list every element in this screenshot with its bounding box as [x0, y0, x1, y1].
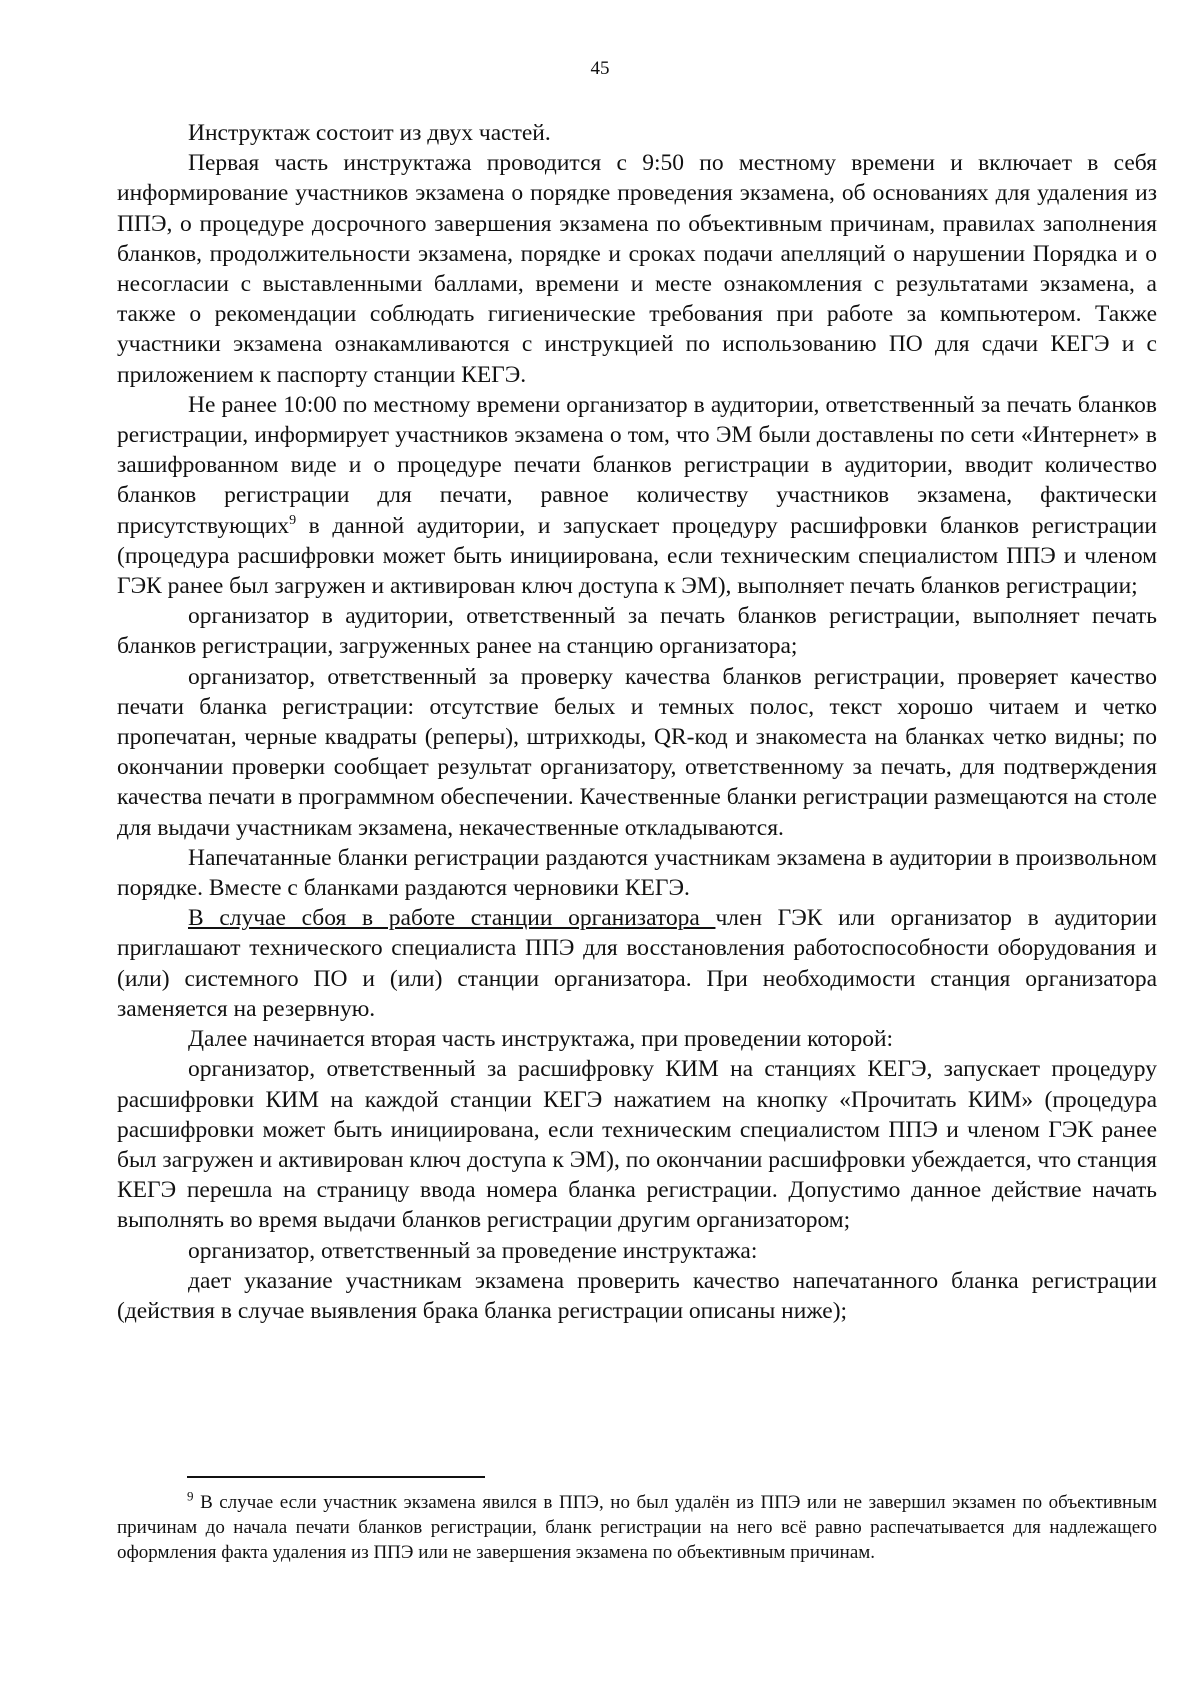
paragraph-3-text-start: Не ранее 10:00 по местному времени организатор в аудитории, ответственный за печать бланков регистрации, информирует участников экзамена о том, что ЭМ были доставлены по сети «Интернет» в зашифрованном виде и о процедуре печати бланков регистрации в аудитории, вводит количество бланков регистрации для печати, равное количеству участников экзамена, фактически присутствующих [117, 391, 1157, 539]
footnote [117, 1490, 1157, 1565]
paragraph-9: организатор, ответственный за расшифровку КИМ на станциях КЕГЭ, запускает процедуру расшифровки КИМ на каждой станции КЕГЭ нажатием на кнопку «Прочитать КИМ» (процедура расшифровки может быть инициирована, если техническим специалистом ППЭ и членом ГЭК ранее был загружен и активирован ключ доступа к ЭМ), по окончании расшифровки убеждается, что станция КЕГЭ перешла на страницу ввода номера бланка регистрации. Допустимо данное действие начать выполнять во время выдачи бланков регистрации другим организатором; [117, 1056, 1157, 1234]
paragraph-4: организатор в аудитории, ответственный за печать бланков регистрации, выполняет печать бланков регистрации, загруженных ранее на станцию организатора; [117, 603, 1157, 660]
footnote-text: В случае если участник экзамена явился в ППЭ, но был удалён из ППЭ или не завершил экзамен по объективным причинам до начала печати бланков регистрации, бланк регистрации на него всё равно распечатывается для надлежащего оформления факта удаления из ППЭ или не завершения экзамена по объективным причинам. [117, 1492, 1157, 1563]
paragraph-7 [117, 903, 1157, 1024]
footnote-reference[interactable]: 9 [289, 512, 297, 528]
footnote-paragraph [117, 1490, 1157, 1565]
paragraph-11: дает указание участникам экзамена проверить качество напечатанного бланка регистрации (действия в случае выявления брака бланка регистрации описаны ниже); [117, 1267, 1157, 1324]
footnote-marker: 9 [187, 1488, 194, 1504]
paragraph-3 [117, 390, 1157, 601]
paragraph-1: Инструктаж состоит из двух частей. [188, 120, 551, 146]
paragraph-6: Напечатанные бланки регистрации раздаются участникам экзамена в аудитории в произвольном порядке. Вместе с бланками раздаются черновики КЕГЭ. [117, 844, 1157, 902]
paragraph-5: организатор, ответственный за проверку качества бланков регистрации, проверяет качество печати бланка регистрации: отсутствие белых и темных полос, текст хорошо читаем и четко пропечатан, черные квадраты (реперы), штрихкоды, QR-код и знакоместа на бланках четко видны; по окончании проверки сообщает результат организатору, ответственному за печать, для подтверждения качества печати в программном обеспечении. Качественные бланки регистрации размещаются на столе для выдачи участникам экзамена, некачественные откладываются. [117, 663, 1157, 841]
paragraph-8: Далее начинается вторая часть инструктажа, при проведении которой: [188, 1026, 894, 1053]
paragraph-3-text-end: в данной аудитории, и запускает процедуру расшифровки бланков регистрации (процедура расшифровки может быть инициирована, если техническим специалистом ППЭ и членом ГЭК ранее был загружен и активирован ключ доступа к ЭМ), выполняет печать бланков регистрации; [117, 512, 1157, 600]
body-text [117, 118, 1157, 1326]
paragraph-2: Первая часть инструктажа проводится с 9:50 по местному времени и включает в себя информирование участников экзамена о порядке проведения экзамена, об основаниях для удаления из ППЭ, о процедуре досрочного завершения экзамена по объективным причинам, правилах заполнения бланков, продолжительности экзамена, порядке и сроках подачи апелляций о нарушении Порядка и о несогласии с выставленными баллами, времени и месте ознакомления с результатами экзамена, а также о рекомендации соблюдать гигиенические требования при работе за компьютером. Также участники экзамена ознакамливаются с инструкцией по использованию ПО для сдачи КЕГЭ и с приложением к паспорту станции КЕГЭ. [117, 150, 1157, 388]
underlined-heading-text: В случае сбоя в работе станции организатора [188, 905, 716, 932]
paragraph-10: организатор, ответственный за проведение инструктажа: [188, 1237, 758, 1264]
paragraph-7-text: член ГЭК или организатор в аудитории приглашают технического специалиста ППЭ для восстановления работоспособности оборудования и (или) системного ПО и (или) станции организатора. При необходимости станция организатора заменяется на резервную. [117, 905, 1157, 1022]
footnote-separator [187, 1476, 485, 1478]
page-number: 45 [590, 58, 610, 79]
